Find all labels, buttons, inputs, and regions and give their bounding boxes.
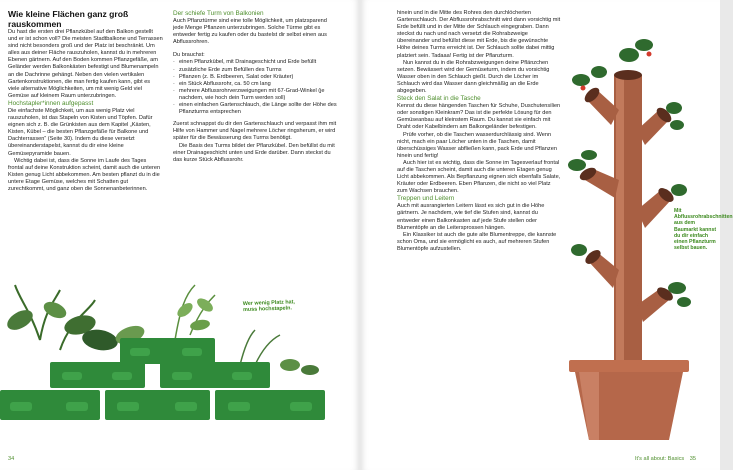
terracotta-pot — [569, 360, 689, 440]
list-item: · ein Stück Abflussrohr, ca. 50 cm lang — [173, 81, 338, 88]
paragraph-loecher: Prüfe vorher, ob die Taschen wasserdurchlässig sind. Wenn nicht, mach ein paar Löcher unten in die Taschen, damit überschüssiges Wasser abfließen kann, pack Erde und Pflanzen hinein und fertig! — [397, 131, 557, 159]
list-item: · einen einfachen Gartenschlauch, die Länge sollte der Höhe des Pflanzturms entsprechen — [173, 102, 338, 116]
left-page — [0, 0, 359, 470]
list-item: · einen Pflanzkübel, mit Drainageschicht und Erde befüllt — [173, 59, 338, 66]
needs-label: Du brauchst: — [173, 52, 205, 59]
list-item: · zusätzliche Erde zum Befüllen des Turms — [173, 67, 338, 74]
materials-list — [173, 59, 338, 116]
page-number-left: 34 — [8, 456, 15, 462]
page-heading: Wie kleine Flächen ganz groß rauskommen — [8, 9, 129, 29]
paragraph-basis: Die Basis des Turms bildet der Pflanzkübel. Den befüllst du mit einer Drainageschicht unten und Erde darüber. Dann steckst du das kurze Stück Abflussrohr. — [173, 142, 335, 163]
callout-pflanzturm: Mit Abflussrohrabschnitten aus dem Baumarkt kannst du dir einfach einen Pflanzturm selbst bauen. — [674, 208, 733, 252]
paragraph-haengende-taschen: Kennst du diese hängenden Taschen für Schuhe, Duschutensilien oder sonstigen Kleinkram? Das ist die perfekte Lösung für den Gemüseanbau auf kleinstem Raum. Du kannst sie einfach mit Draht oder Kabelbindern am Balkongeländer befestigen. — [397, 103, 561, 131]
paragraph-schlauch: Zuerst schnappst du dir den Gartenschlauch und verpasst ihm mit Hilfe von Hammer und Nagel mehrere Löcher ringsherum, er wird später für die Bewässerung des Turms benötigt. — [173, 121, 337, 142]
paragraph-bewaesserung: Nun kannst du in die Rohrabzweigungen deine Pflänzchen setzen. Bewässert wird der Gemüseturm, indem du vorsichtig Wasser oben in den Schlauch gießt. Durch die Löcher im Schlauch wird das Wasser dann gleichmäßig an die Erde abgegeben. — [397, 59, 550, 95]
paragraph-blumentreppe: Ein Klassiker ist auch die gute alte Blumentreppe, die kannste schon Oma, und sie ermöglicht es auch, auf mehreren Stufen Blumentöpfe aufzustellen. — [397, 231, 557, 252]
subheading-schiefe-turm: Der schiefe Turm von Balkonien — [173, 10, 264, 17]
paragraph-pflanztuerme: Auch Pflanztürme sind eine tolle Möglichkeit, um platzsparend jede Menge Pflanzen unterzubringen. Solche Türme gibt es entweder fertig zu kaufen oder du bastelst dir selbst einen aus Abflussrohren. — [173, 18, 327, 46]
running-head-title: It's all about: Basics — [634, 456, 685, 462]
subheading-hochstapler: Hochstapler*innen aufgepasst — [8, 99, 94, 107]
pipe-tower — [578, 70, 676, 375]
page-number-right: 35 — [689, 456, 696, 462]
list-item: · Pflanzen (z. B. Erdbeeren, Salat oder Kräuter) — [173, 74, 338, 81]
left-column-1 — [8, 10, 163, 193]
paragraph-stapeln: Die einfachste Möglichkeit, um aus wenig Platz viel rauszuholen, ist das Stapeln von Kisten und Töpfen. Dafür eignen sich z. B. die Grünkisten aus dem Kapitel „Kästen, Kisten, Kübel – die besten Pflanzgefäße für Balkone und Dachterrassen“ (Seite 30). Indem du diese versetzt übereinanderstapelst, kannst du dir eine kleine Gemüsepyramide bauen. — [8, 107, 153, 157]
right-page — [361, 0, 733, 470]
callout-hochstapeln: Wer wenig Platz hat, muss hochstapeln. — [242, 299, 296, 314]
paragraph-sonne: Wichtig dabei ist, dass die Sonne im Laufe des Tages frontal auf deine Konstruktion scheint, damit auch die unteren Kisten genug Licht abbekommen. Am besten pflanzt du in die untere Etage Gemüse, welches mit Schatten gut zurechtkommt, und ganz oben die Sonnenanbeterinnen. — [8, 157, 161, 192]
green-crates — [0, 338, 325, 420]
subheading-tasche: Steck den Salat in die Tasche — [397, 95, 481, 103]
right-column-1 — [397, 10, 561, 253]
paragraph-tagesverlauf: Auch hier ist es wichtig, dass die Sonne im Tagesverlauf frontal auf die Taschen scheint, damit auch die unteren Etagen genug Licht abbekommen. Als Bepflanzung eignen sich ebenfalls Salate, Kräuter oder Erdbeeren. Eben Pflanzen, die nicht so viel Platz zum Wachsen brauchen. — [397, 159, 561, 195]
paragraph-leitern: Auch mit ausrangierten Leitern lässt es sich gut in die Höhe gärtnern. Je nachdem, wie tief die Stufen sind, kannst du entweder einen Balkonkasten auf jede Stufe stellen oder Blumentöpfe an die Leitersprossen hängen. — [397, 203, 545, 231]
list-item: · mehrere Abflussrohrverzweigungen mit 67-Grad-Winkel (je nachdem, wie hoch dein Turm werden soll) — [173, 88, 338, 102]
left-column-2 — [173, 10, 338, 164]
paragraph-turm-befuellen: hinein und in die Mitte des Rohres den durchlöcherten Gartenschlauch. Der Abflussrohrabschnitt wird dann vorsichtig mit Erde befüllt und in der Mitte der Schlauch eingegraben. Dann steckst du nach und nach versetzt die Rohrabzweige übereinander und befüllst diese mit Erde, bis die gewünschte Höhe deines Turms erreicht ist. Der Schlauch sollte dabei mittig platziert sein. Tadaaa! Fertig ist der Pflanzturm. — [397, 10, 561, 59]
intro-paragraph: Du hast die ersten drei Pflanzkübel auf den Balkon gestellt und er ist schon voll? Die meisten Stadtbalkone und Terrassen sind nicht besonders groß und der Platz ist beschränkt. Um alles aus deiner Fläche rauszuholen, kannst du in mehreren Ebenen gärtnern. Auf den Boden kommen Pflanzgefäße, am Geländer werden Balkonkästen befestigt und Blumenampeln an die Dachrinne gehängt. Neben den vielen vertikalen Gartenkonstruktionen, die man fertig kaufen kann, gibt es viele alternative Möglichkeiten, um mit wenig Geld viel Gemüse auf kleinem Raum unterzubringen. — [8, 29, 163, 99]
subheading-treppen: Treppen und Leitern — [397, 195, 455, 203]
running-head — [631, 456, 696, 462]
